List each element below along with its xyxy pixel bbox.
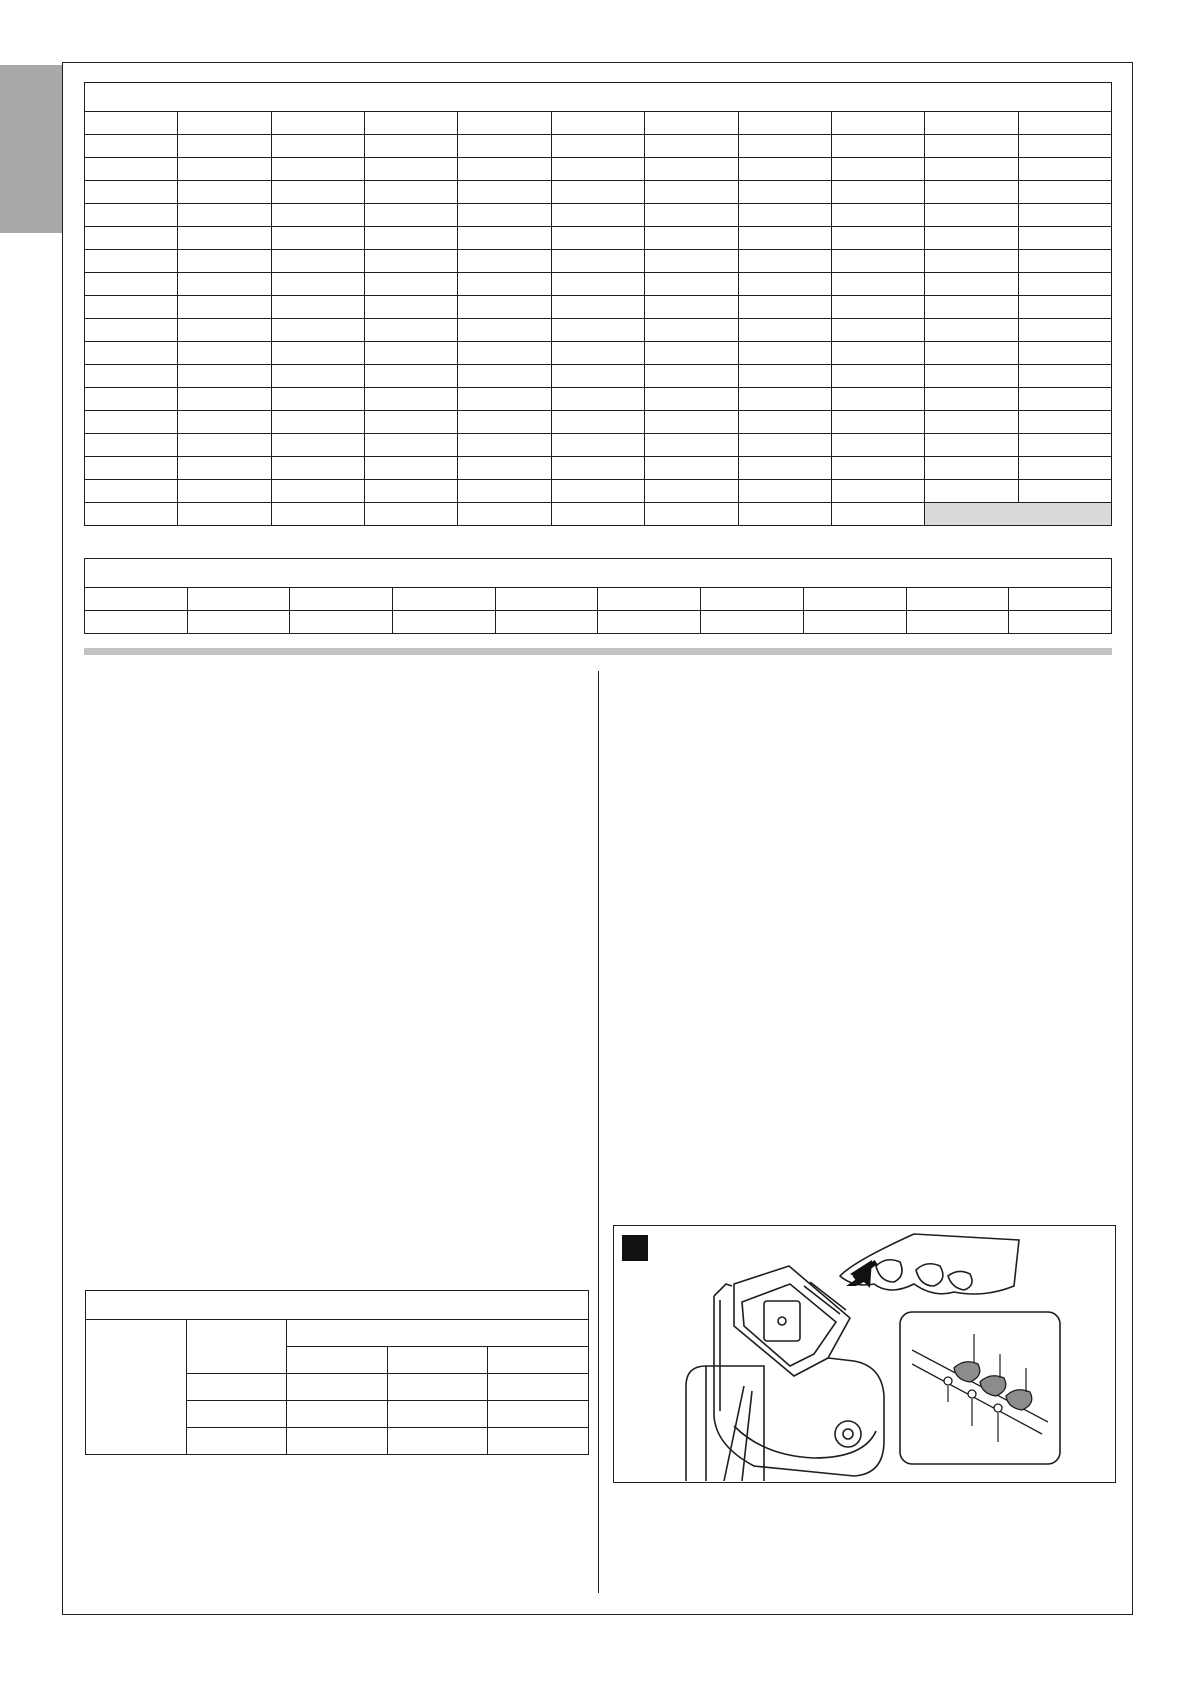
table-cell	[551, 411, 644, 434]
table-cell	[1018, 411, 1111, 434]
table-cell	[906, 611, 1009, 634]
table-cell	[645, 158, 738, 181]
device-housing-drawing	[686, 1266, 884, 1481]
table-cell	[645, 342, 738, 365]
table-cell-shaded	[925, 503, 1112, 526]
table-cell	[1018, 365, 1111, 388]
table-title-row	[85, 83, 1112, 112]
table-cell	[271, 158, 364, 181]
table-cell	[738, 135, 831, 158]
table-cell	[458, 480, 551, 503]
table-cell	[178, 388, 271, 411]
table-cell	[1009, 611, 1112, 634]
table-cell	[1018, 342, 1111, 365]
table-cell	[458, 181, 551, 204]
table-cell	[365, 319, 458, 342]
table-cell	[387, 1374, 488, 1401]
table-cell	[365, 135, 458, 158]
table-cell	[551, 227, 644, 250]
table-cell	[85, 296, 178, 319]
table-cell	[1018, 388, 1111, 411]
table-cell	[551, 319, 644, 342]
table-cell	[925, 365, 1018, 388]
table-cell	[925, 296, 1018, 319]
table-cell	[458, 434, 551, 457]
table-cell	[365, 112, 458, 135]
table-cell	[738, 296, 831, 319]
table-cell	[365, 181, 458, 204]
table-cell	[1018, 112, 1111, 135]
table-row	[85, 411, 1112, 434]
small-table-title-row	[86, 1291, 589, 1320]
table-cell	[925, 411, 1018, 434]
table-cell	[458, 411, 551, 434]
table-row	[85, 319, 1112, 342]
table-cell	[831, 204, 924, 227]
table-cell	[365, 250, 458, 273]
table-cell	[85, 204, 178, 227]
table-cell	[458, 112, 551, 135]
table-cell	[831, 480, 924, 503]
table-cell	[925, 204, 1018, 227]
table-cell	[271, 365, 364, 388]
table-cell	[85, 611, 188, 634]
table-cell	[925, 457, 1018, 480]
table-row	[85, 388, 1112, 411]
table-cell	[271, 319, 364, 342]
table-cell	[85, 158, 178, 181]
table-cell	[178, 503, 271, 526]
table-cell	[551, 135, 644, 158]
table-cell	[1018, 204, 1111, 227]
table-cell	[645, 388, 738, 411]
table-cell	[551, 112, 644, 135]
table-cell	[925, 158, 1018, 181]
table-cell	[271, 273, 364, 296]
table-cell	[271, 434, 364, 457]
table-cell	[85, 588, 188, 611]
table-cell	[271, 342, 364, 365]
table-cell	[186, 1428, 287, 1455]
table-cell	[1018, 250, 1111, 273]
table-cell	[551, 388, 644, 411]
table-cell	[458, 273, 551, 296]
table-cell	[488, 1401, 589, 1428]
table-cell	[365, 365, 458, 388]
data-table-top	[84, 82, 1112, 526]
table-row	[85, 457, 1112, 480]
table-cell	[738, 342, 831, 365]
table-row	[85, 342, 1112, 365]
table-cell	[271, 250, 364, 273]
table-row	[85, 181, 1112, 204]
table-cell	[365, 434, 458, 457]
small-table-subheader	[488, 1347, 589, 1374]
table-cell	[831, 112, 924, 135]
data-table-secondary	[84, 558, 1112, 634]
table-cell	[365, 480, 458, 503]
table-cell	[495, 611, 598, 634]
table-cell	[458, 296, 551, 319]
table-cell	[85, 135, 178, 158]
table-cell	[551, 503, 644, 526]
small-table-corner-cell	[186, 1320, 287, 1374]
table-cell	[85, 181, 178, 204]
table-cell	[831, 388, 924, 411]
table-cell	[271, 480, 364, 503]
table-cell	[1009, 588, 1112, 611]
table-cell	[458, 250, 551, 273]
table-cell	[925, 480, 1018, 503]
figure-number-box	[622, 1235, 648, 1261]
table-cell	[85, 388, 178, 411]
table-cell	[551, 273, 644, 296]
table-cell	[1018, 457, 1111, 480]
table-cell	[365, 388, 458, 411]
table-cell	[831, 365, 924, 388]
table-cell	[365, 411, 458, 434]
table-cell	[831, 434, 924, 457]
table-cell	[178, 112, 271, 135]
table-cell	[178, 273, 271, 296]
table-cell	[85, 480, 178, 503]
table-cell	[85, 227, 178, 250]
table-row	[85, 250, 1112, 273]
table-cell	[551, 181, 644, 204]
table-cell	[1018, 296, 1111, 319]
table-cell	[598, 588, 701, 611]
table-cell	[925, 342, 1018, 365]
chapter-side-tab	[0, 65, 62, 233]
table-cell	[738, 250, 831, 273]
table-cell	[365, 158, 458, 181]
table-cell	[925, 319, 1018, 342]
table-cell	[458, 503, 551, 526]
table-cell	[458, 204, 551, 227]
table-cell	[645, 135, 738, 158]
table-cell	[458, 227, 551, 250]
table-cell	[85, 457, 178, 480]
table-cell	[645, 480, 738, 503]
table-cell	[1018, 434, 1111, 457]
led-icon	[968, 1390, 976, 1398]
table-row	[85, 434, 1112, 457]
table-cell	[551, 365, 644, 388]
table-cell	[738, 112, 831, 135]
table-cell	[738, 319, 831, 342]
table-cell	[271, 204, 364, 227]
table-cell	[458, 457, 551, 480]
figure-illustration	[614, 1226, 1114, 1481]
section-separator	[84, 648, 1112, 655]
small-table-title-cell	[86, 1291, 589, 1320]
table-cell	[701, 588, 804, 611]
table-cell	[365, 273, 458, 296]
table-cell	[645, 503, 738, 526]
table-cell	[387, 1428, 488, 1455]
table-cell	[551, 457, 644, 480]
table-title-cell	[85, 83, 1112, 112]
table-cell	[178, 227, 271, 250]
table-cell	[178, 181, 271, 204]
table-cell	[495, 588, 598, 611]
table-cell	[178, 365, 271, 388]
table-cell	[287, 1374, 388, 1401]
small-table-subheader	[387, 1347, 488, 1374]
table-row	[85, 480, 1112, 503]
table-cell	[645, 434, 738, 457]
table-row	[85, 365, 1112, 388]
table-cell	[178, 342, 271, 365]
table-cell	[831, 158, 924, 181]
table-cell	[85, 342, 178, 365]
table-cell	[551, 158, 644, 181]
table-cell	[271, 388, 364, 411]
table-cell	[1018, 158, 1111, 181]
table-cell	[365, 296, 458, 319]
table-cell	[85, 434, 178, 457]
table-cell	[271, 135, 364, 158]
table-cell	[178, 135, 271, 158]
table-row	[85, 611, 1112, 634]
table-cell	[85, 365, 178, 388]
table-cell	[925, 112, 1018, 135]
table-cell	[458, 342, 551, 365]
table-cell	[738, 273, 831, 296]
table-cell	[187, 588, 290, 611]
table-cell	[738, 158, 831, 181]
table-cell	[287, 1428, 388, 1455]
table-cell	[831, 319, 924, 342]
table-cell	[393, 588, 496, 611]
table-row	[85, 112, 1112, 135]
table-cell	[803, 588, 906, 611]
table-cell	[458, 388, 551, 411]
table-cell	[178, 204, 271, 227]
small-table-subheader	[287, 1347, 388, 1374]
table-title-row	[85, 559, 1112, 588]
table-cell	[178, 411, 271, 434]
table-cell	[551, 480, 644, 503]
table-cell	[551, 342, 644, 365]
table-cell	[1018, 181, 1111, 204]
table-cell	[1018, 273, 1111, 296]
table-cell	[365, 204, 458, 227]
table-cell	[393, 611, 496, 634]
table-cell	[271, 227, 364, 250]
table-cell	[925, 135, 1018, 158]
table-title-cell	[85, 559, 1112, 588]
table-cell	[831, 227, 924, 250]
table-cell	[85, 503, 178, 526]
table-cell	[178, 480, 271, 503]
table-cell	[645, 112, 738, 135]
table-cell	[831, 135, 924, 158]
table-cell	[85, 273, 178, 296]
table-cell	[645, 227, 738, 250]
table-cell	[551, 434, 644, 457]
table-cell	[738, 204, 831, 227]
table-cell	[178, 296, 271, 319]
table-cell	[738, 434, 831, 457]
table-cell	[1018, 319, 1111, 342]
table-cell	[290, 588, 393, 611]
table-cell	[271, 181, 364, 204]
table-cell	[925, 181, 1018, 204]
table-row	[85, 273, 1112, 296]
table-cell	[178, 457, 271, 480]
table-cell	[645, 457, 738, 480]
column-divider	[598, 671, 599, 1593]
table-cell	[645, 204, 738, 227]
table-cell	[831, 296, 924, 319]
table-cell	[738, 503, 831, 526]
table-cell	[738, 411, 831, 434]
table-cell	[925, 250, 1018, 273]
table-cell	[178, 250, 271, 273]
table-cell	[831, 342, 924, 365]
table-cell	[906, 588, 1009, 611]
table-cell	[551, 204, 644, 227]
table-cell	[1018, 480, 1111, 503]
table-cell	[186, 1374, 287, 1401]
table-cell	[85, 112, 178, 135]
table-cell	[85, 319, 178, 342]
table-cell	[551, 250, 644, 273]
table-cell	[178, 434, 271, 457]
table-cell	[598, 611, 701, 634]
table-cell	[831, 273, 924, 296]
table-cell	[738, 480, 831, 503]
table-row	[85, 135, 1112, 158]
figure-panel	[613, 1225, 1116, 1483]
table-cell	[458, 158, 551, 181]
table-cell	[925, 434, 1018, 457]
table-cell	[85, 250, 178, 273]
table-cell	[738, 181, 831, 204]
table-cell	[645, 411, 738, 434]
table-cell	[287, 1401, 388, 1428]
table-cell	[645, 273, 738, 296]
table-cell	[925, 388, 1018, 411]
table-cell	[803, 611, 906, 634]
led-icon	[944, 1377, 952, 1385]
table-row	[85, 296, 1112, 319]
table-cell	[738, 365, 831, 388]
table-cell	[738, 457, 831, 480]
table-cell	[831, 457, 924, 480]
table-cell	[1018, 227, 1111, 250]
table-cell	[831, 181, 924, 204]
table-cell	[738, 227, 831, 250]
table-cell	[701, 611, 804, 634]
table-cell	[458, 365, 551, 388]
table-cell	[365, 503, 458, 526]
table-cell	[365, 342, 458, 365]
table-cell	[271, 503, 364, 526]
table-cell	[645, 365, 738, 388]
table-cell	[178, 158, 271, 181]
table-cell	[831, 411, 924, 434]
table-cell	[290, 611, 393, 634]
table-cell	[488, 1428, 589, 1455]
table-cell	[458, 135, 551, 158]
table-cell	[738, 388, 831, 411]
table-cell	[645, 296, 738, 319]
small-table-header-row-1	[86, 1320, 589, 1347]
table-cell	[186, 1401, 287, 1428]
table-cell	[831, 250, 924, 273]
table-cell	[925, 273, 1018, 296]
table-cell	[925, 227, 1018, 250]
table-cell	[85, 411, 178, 434]
table-row	[85, 204, 1112, 227]
small-table	[85, 1290, 589, 1455]
table-cell	[645, 181, 738, 204]
table-cell	[645, 319, 738, 342]
detail-inset	[900, 1312, 1060, 1464]
table-row	[85, 503, 1112, 526]
table-cell	[1018, 135, 1111, 158]
table-row	[85, 588, 1112, 611]
table-cell	[645, 250, 738, 273]
table-cell	[271, 296, 364, 319]
led-icon	[994, 1404, 1002, 1412]
small-table-group-header	[287, 1320, 589, 1347]
table-cell	[271, 411, 364, 434]
table-cell	[551, 296, 644, 319]
table-cell	[488, 1374, 589, 1401]
table-cell	[187, 611, 290, 634]
table-cell	[387, 1401, 488, 1428]
table-cell	[365, 227, 458, 250]
table-cell	[458, 319, 551, 342]
table-cell	[271, 457, 364, 480]
table-cell	[178, 319, 271, 342]
table-cell	[365, 457, 458, 480]
table-row	[85, 158, 1112, 181]
small-table-side-cell	[86, 1320, 187, 1455]
table-row	[85, 227, 1112, 250]
table-cell	[271, 112, 364, 135]
table-cell	[831, 503, 924, 526]
